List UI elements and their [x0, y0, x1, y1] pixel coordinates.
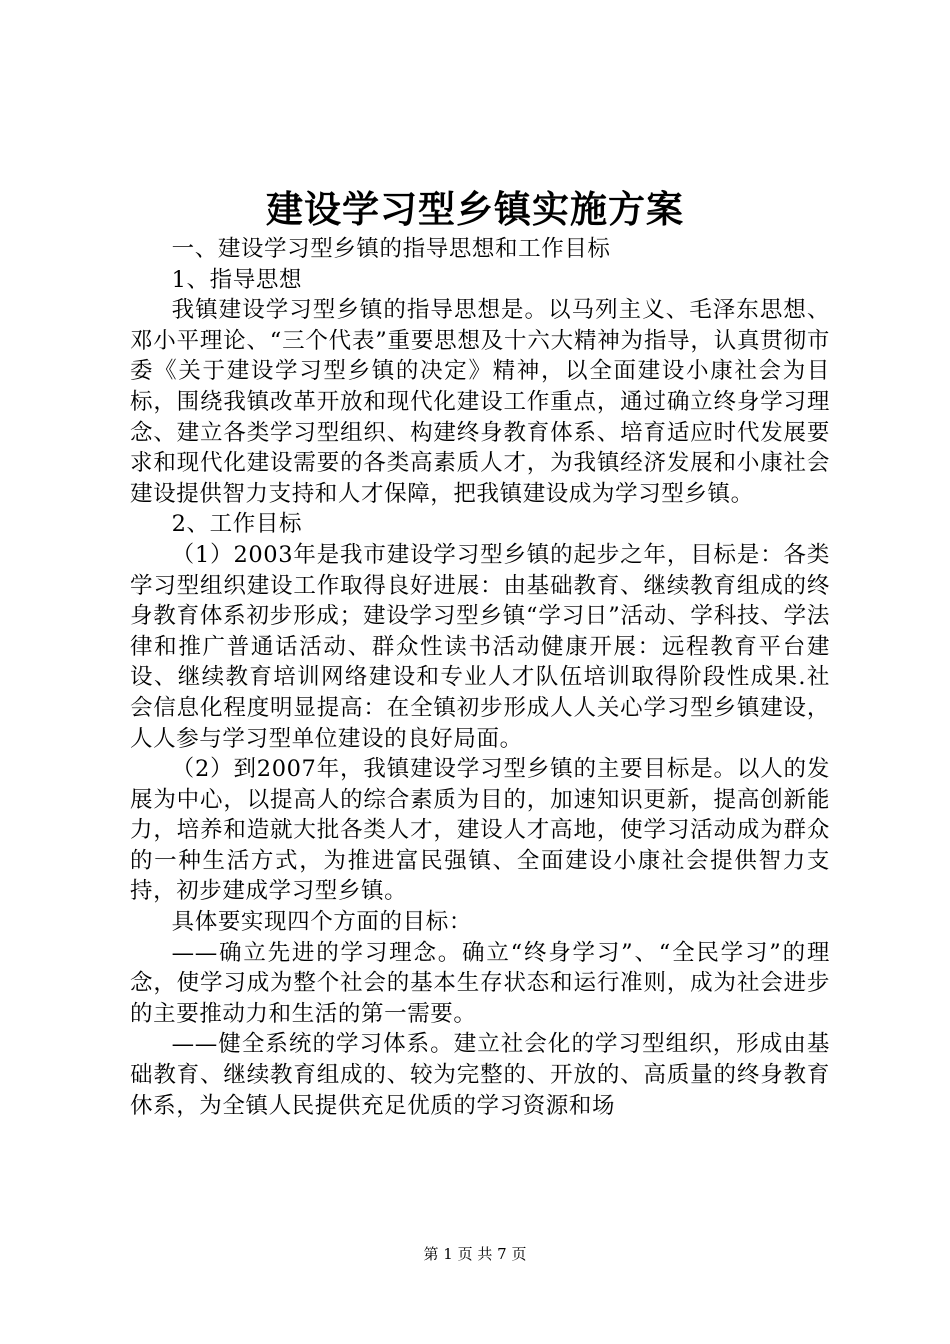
document-body [130, 234, 830, 1121]
paragraph-learning-system: ——健全系统的学习体系。建立社会化的学习型组织，形成由基础教育、继续教育组成的、较为完整的、开放的、高质量的终身教育休系，为全镇人民提供充足优质的学习资源和场 [130, 1031, 830, 1119]
document-title: 建设学习型乡镇实施方案 [266, 187, 684, 231]
paragraph-goal-2003: （1）2003年是我市建设学习型乡镇的起步之年，目标是：各类学习型组织建设工作取得良好进展：由基础教育、继续教育组成的终身教育体系初步形成；建设学习型乡镇“学习日”活动、学科技、学法律和推广普通话活动、群众性读书活动健康开展：远程教育平台建设、继续教育培训网络建设和专业人才队伍培训取得阶段性成果.社会信息化程度明显提高：在全镇初步形成人人关心学习型乡镇建设，人人参与学习型单位建设的良好局面。 [130, 541, 830, 752]
paragraph-four-goals-intro: 具体要实现四个方面的目标： [171, 909, 472, 936]
paragraph-goal-2007: （2）到2007年，我镇建设学习型乡镇的主要目标是。以人的发展为中心，以提高人的综合素质为目的，加速知识更新，提高创新能力，培养和造就大批各类人才，建设人才高地，使学习活动成为群众的一种生活方式，为推进富民强镇、全面建设小康社会提供智力支持，初步建成学习型乡镇。 [130, 756, 830, 905]
paragraph-guiding-thought: 我镇建设学习型乡镇的指导思想是。以马列主义、毛泽东思想、邓小平理论、“三个代表”重要思想及十六大精神为指导，认真贯彻市委《关于建设学习型乡镇的决定》精神，以全面建设小康社会为目标，围绕我镇改革开放和现代化建设工作重点，通过确立终身学习理念、建立各类学习型组织、构建终身教育体系、培育适应时代发展要求和现代化建设需要的各类高素质人才，为我镇经济发展和小康社会建设提供智力支持和人才保障，把我镇建设成为学习型乡镇。 [130, 297, 830, 507]
paragraph-learning-concept: ——确立先进的学习理念。确立“终身学习”、“全民学习”的理念，使学习成为整个社会的基本生存状态和运行准则，成为社会进步的主要推动力和生活的第一需要。 [130, 939, 830, 1027]
subsection-heading-work-goals: 2、工作目标 [171, 511, 303, 538]
page-footer: 第 1 页 共 7 页 [423, 1245, 527, 1263]
section-heading-1: 一、建设学习型乡镇的指导思想和工作目标 [171, 236, 611, 262]
subsection-heading-guiding-thought: 1、指导思想 [171, 266, 303, 293]
